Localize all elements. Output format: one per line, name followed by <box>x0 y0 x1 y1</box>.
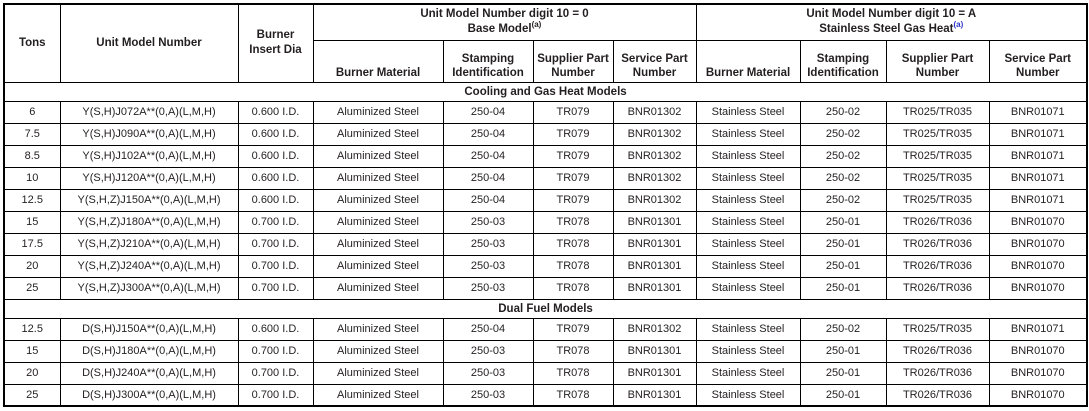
table-cell: Stainless Steel <box>696 277 800 299</box>
table-cell: 15 <box>4 211 60 233</box>
table-cell: 0.600 I.D. <box>238 189 313 211</box>
table-cell: BNR01070 <box>989 340 1087 362</box>
group-stainless-line1: Unit Model Number digit 10 = A <box>806 7 977 20</box>
table-cell: BNR01301 <box>613 211 696 233</box>
table-cell: Aluminized Steel <box>313 101 443 123</box>
section-header-row <box>4 299 1087 318</box>
table-cell: Stainless Steel <box>696 145 800 167</box>
table-cell: Stainless Steel <box>696 211 800 233</box>
table-row <box>4 340 1087 362</box>
table-cell: Aluminized Steel <box>313 167 443 189</box>
table-cell: BNR01301 <box>613 277 696 299</box>
table-cell: Y(S,H,Z)J210A**(0,A)(L,M,H) <box>60 233 238 255</box>
table-cell: 0.700 I.D. <box>238 384 313 406</box>
table-cell: 250-03 <box>443 384 533 406</box>
table-cell: BNR01070 <box>989 362 1087 384</box>
group-base-model-line2: Base Model <box>467 23 532 36</box>
column-header-unit-model-number: Unit Model Number <box>60 4 238 82</box>
table-cell: 0.600 I.D. <box>238 167 313 189</box>
table-row <box>4 233 1087 255</box>
table-cell: BNR01070 <box>989 233 1087 255</box>
table-cell: TR026/TR036 <box>886 384 989 406</box>
table-cell: Aluminized Steel <box>313 362 443 384</box>
table-cell: BNR01302 <box>613 123 696 145</box>
table-cell: TR079 <box>533 318 613 340</box>
table-cell: Stainless Steel <box>696 167 800 189</box>
table-cell: 250-01 <box>800 211 886 233</box>
table-row <box>4 123 1087 145</box>
table-cell: TR078 <box>533 340 613 362</box>
table-cell: TR079 <box>533 145 613 167</box>
table-cell: TR078 <box>533 211 613 233</box>
table-cell: 250-02 <box>800 145 886 167</box>
table-cell: 20 <box>4 255 60 277</box>
table-cell: D(S,H)J150A**(0,A)(L,M,H) <box>60 318 238 340</box>
table-cell: 0.600 I.D. <box>238 145 313 167</box>
table-cell: BNR01071 <box>989 318 1087 340</box>
table-cell: BNR01301 <box>613 233 696 255</box>
table-cell: TR025/TR035 <box>886 189 989 211</box>
table-cell: BNR01071 <box>989 189 1087 211</box>
table-cell: TR079 <box>533 167 613 189</box>
column-header-tons: Tons <box>4 4 60 82</box>
table-cell: TR078 <box>533 362 613 384</box>
table-cell: 0.600 I.D. <box>238 101 313 123</box>
table-cell: Stainless Steel <box>696 340 800 362</box>
section-header-row <box>4 82 1087 101</box>
column-header-burner-material-ss: Burner Material <box>696 40 800 82</box>
table-cell: TR026/TR036 <box>886 233 989 255</box>
table-cell: Aluminized Steel <box>313 318 443 340</box>
table-cell: BNR01302 <box>613 101 696 123</box>
table-cell: 250-02 <box>800 318 886 340</box>
column-header-service-part-ss: Service Part Number <box>989 40 1087 82</box>
table-cell: 0.700 I.D. <box>238 211 313 233</box>
table-cell: Stainless Steel <box>696 233 800 255</box>
table-cell: D(S,H)J180A**(0,A)(L,M,H) <box>60 340 238 362</box>
table-cell: 0.700 I.D. <box>238 255 313 277</box>
table-cell: 12.5 <box>4 189 60 211</box>
table-header <box>4 4 1087 82</box>
table-cell: 250-03 <box>443 340 533 362</box>
table-cell: Aluminized Steel <box>313 277 443 299</box>
table-row <box>4 318 1087 340</box>
table-cell: 10 <box>4 167 60 189</box>
footnote-link-a[interactable]: (a) <box>953 20 964 30</box>
table-cell: BNR01070 <box>989 211 1087 233</box>
table-cell: 8.5 <box>4 145 60 167</box>
section-title: Cooling and Gas Heat Models <box>4 82 1087 101</box>
table-cell: 250-01 <box>800 340 886 362</box>
table-cell: TR078 <box>533 255 613 277</box>
table-cell: Aluminized Steel <box>313 145 443 167</box>
table-cell: Aluminized Steel <box>313 340 443 362</box>
table-row <box>4 277 1087 299</box>
table-cell: 250-03 <box>443 211 533 233</box>
table-cell: 250-01 <box>800 362 886 384</box>
group-stainless-line2: Stainless Steel Gas Heat <box>819 23 954 36</box>
table-cell: BNR01301 <box>613 255 696 277</box>
table-cell: Aluminized Steel <box>313 255 443 277</box>
table-cell: BNR01302 <box>613 145 696 167</box>
table-cell: 15 <box>4 340 60 362</box>
table-cell: BNR01302 <box>613 318 696 340</box>
table-row <box>4 101 1087 123</box>
table-cell: BNR01302 <box>613 189 696 211</box>
table-cell: TR078 <box>533 233 613 255</box>
table-cell: Stainless Steel <box>696 384 800 406</box>
table-cell: BNR01070 <box>989 255 1087 277</box>
table-cell: 250-04 <box>443 189 533 211</box>
table-cell: Stainless Steel <box>696 189 800 211</box>
table-cell: 0.700 I.D. <box>238 233 313 255</box>
table-cell: BNR01301 <box>613 384 696 406</box>
table-cell: 250-04 <box>443 145 533 167</box>
table-cell: 25 <box>4 384 60 406</box>
table-cell: 250-01 <box>800 255 886 277</box>
table-cell: BNR01071 <box>989 123 1087 145</box>
table-cell: TR026/TR036 <box>886 340 989 362</box>
table-row <box>4 145 1087 167</box>
column-group-base-model <box>313 4 696 40</box>
table-cell: 250-03 <box>443 362 533 384</box>
table-cell: 250-02 <box>800 123 886 145</box>
table-cell: Aluminized Steel <box>313 189 443 211</box>
table-cell: Y(S,H,Z)J240A**(0,A)(L,M,H) <box>60 255 238 277</box>
table-cell: 0.600 I.D. <box>238 123 313 145</box>
table-row <box>4 384 1087 406</box>
column-group-stainless-gas-heat <box>696 4 1087 40</box>
table-cell: TR026/TR036 <box>886 362 989 384</box>
table-cell: TR026/TR036 <box>886 277 989 299</box>
table-cell: TR025/TR035 <box>886 167 989 189</box>
table-cell: 6 <box>4 101 60 123</box>
table-cell: 250-02 <box>800 189 886 211</box>
table-cell: 250-04 <box>443 123 533 145</box>
table-cell: Y(S,H,Z)J180A**(0,A)(L,M,H) <box>60 211 238 233</box>
table-cell: BNR01070 <box>989 384 1087 406</box>
table-cell: Y(S,H,Z)J150A**(0,A)(L,M,H) <box>60 189 238 211</box>
table-cell: 250-03 <box>443 233 533 255</box>
table-cell: 0.700 I.D. <box>238 340 313 362</box>
footnote-ref-a: (a) <box>531 20 542 30</box>
table-cell: 250-03 <box>443 277 533 299</box>
table-cell: Aluminized Steel <box>313 233 443 255</box>
column-header-burner-insert-dia: Burner Insert Dia <box>238 4 313 82</box>
table-cell: D(S,H)J300A**(0,A)(L,M,H) <box>60 384 238 406</box>
table-cell: 12.5 <box>4 318 60 340</box>
column-header-service-part-base: Service Part Number <box>613 40 696 82</box>
table-cell: 250-01 <box>800 233 886 255</box>
table-cell: 250-02 <box>800 167 886 189</box>
table-row <box>4 211 1087 233</box>
table-cell: 0.600 I.D. <box>238 318 313 340</box>
table-cell: Stainless Steel <box>696 101 800 123</box>
column-header-supplier-part-base: Supplier Part Number <box>533 40 613 82</box>
table-cell: 17.5 <box>4 233 60 255</box>
table-cell: Y(S,H)J072A**(0,A)(L,M,H) <box>60 101 238 123</box>
table-row <box>4 167 1087 189</box>
column-header-stamping-id-ss: Stamping Identification <box>800 40 886 82</box>
table-cell: Aluminized Steel <box>313 211 443 233</box>
table-cell: 7.5 <box>4 123 60 145</box>
table-cell: 250-01 <box>800 277 886 299</box>
table-cell: TR078 <box>533 277 613 299</box>
table-cell: Stainless Steel <box>696 362 800 384</box>
table-cell: 20 <box>4 362 60 384</box>
table-cell: BNR01071 <box>989 101 1087 123</box>
section-title: Dual Fuel Models <box>4 299 1087 318</box>
table-cell: 250-03 <box>443 255 533 277</box>
table-cell: 250-02 <box>800 101 886 123</box>
table-cell: BNR01070 <box>989 277 1087 299</box>
table-cell: TR026/TR036 <box>886 255 989 277</box>
table-cell: Aluminized Steel <box>313 384 443 406</box>
table-cell: Stainless Steel <box>696 255 800 277</box>
table-row <box>4 255 1087 277</box>
table-row <box>4 189 1087 211</box>
column-header-burner-material-base: Burner Material <box>313 40 443 82</box>
table-cell: 250-04 <box>443 101 533 123</box>
table-cell: TR025/TR035 <box>886 318 989 340</box>
table-body <box>4 82 1087 406</box>
table-cell: BNR01301 <box>613 340 696 362</box>
table-cell: TR078 <box>533 384 613 406</box>
table-cell: Y(S,H,Z)J300A**(0,A)(L,M,H) <box>60 277 238 299</box>
table-cell: TR079 <box>533 123 613 145</box>
table-cell: TR025/TR035 <box>886 101 989 123</box>
table-cell: TR079 <box>533 101 613 123</box>
table-cell: BNR01301 <box>613 362 696 384</box>
table-cell: BNR01071 <box>989 145 1087 167</box>
table-cell: Stainless Steel <box>696 318 800 340</box>
table-cell: TR025/TR035 <box>886 123 989 145</box>
table-cell: Y(S,H)J090A**(0,A)(L,M,H) <box>60 123 238 145</box>
table-cell: BNR01302 <box>613 167 696 189</box>
table-cell: Stainless Steel <box>696 123 800 145</box>
table-cell: BNR01071 <box>989 167 1087 189</box>
table-row <box>4 362 1087 384</box>
table-cell: 0.700 I.D. <box>238 277 313 299</box>
table-cell: 250-01 <box>800 384 886 406</box>
group-base-model-line1: Unit Model Number digit 10 = 0 <box>420 7 589 20</box>
table-cell: Y(S,H)J102A**(0,A)(L,M,H) <box>60 145 238 167</box>
table-cell: Aluminized Steel <box>313 123 443 145</box>
table-cell: 250-04 <box>443 318 533 340</box>
table-cell: TR079 <box>533 189 613 211</box>
table-cell: Y(S,H)J120A**(0,A)(L,M,H) <box>60 167 238 189</box>
column-header-supplier-part-ss: Supplier Part Number <box>886 40 989 82</box>
table-cell: 0.700 I.D. <box>238 362 313 384</box>
table-cell: TR026/TR036 <box>886 211 989 233</box>
table-cell: D(S,H)J240A**(0,A)(L,M,H) <box>60 362 238 384</box>
column-header-stamping-id-base: Stamping Identification <box>443 40 533 82</box>
table-cell: 250-04 <box>443 167 533 189</box>
table-cell: 25 <box>4 277 60 299</box>
burner-parts-table <box>3 3 1088 407</box>
table-cell: TR025/TR035 <box>886 145 989 167</box>
